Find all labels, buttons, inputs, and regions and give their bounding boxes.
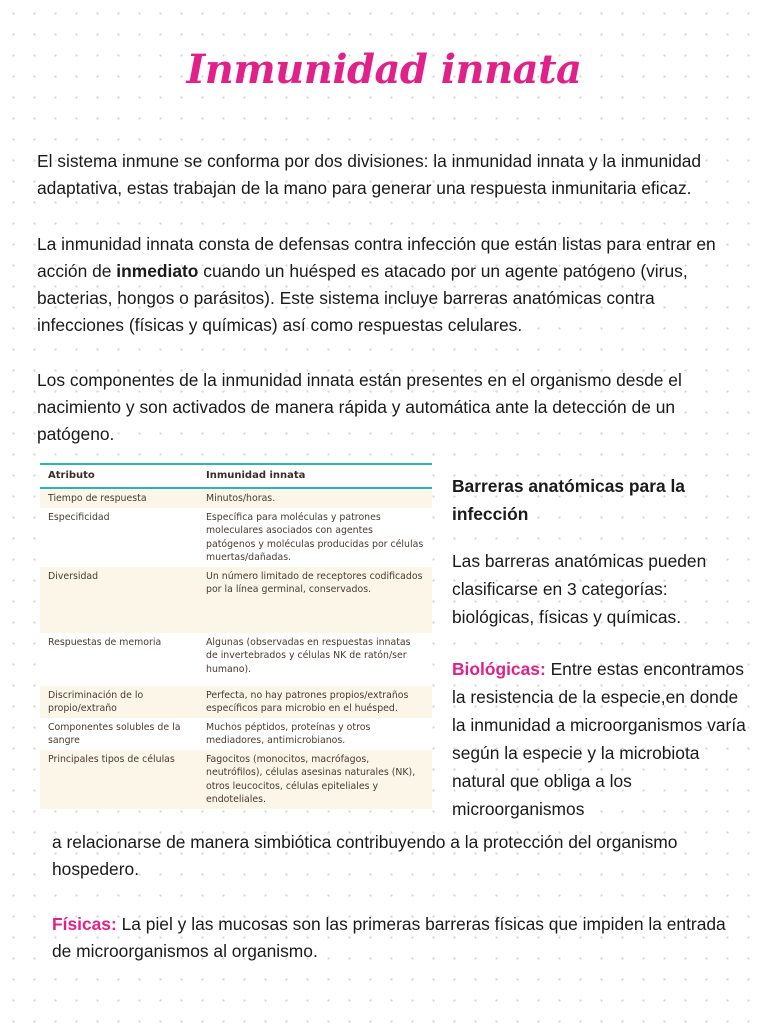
table-row [40, 488, 432, 508]
barriers-paragraph: Las barreras anatómicas pueden clasificarse en 3 categorías: biológicas, físicas y químicas. [452, 551, 707, 627]
intro-p2-start: La inmunidad innata consta de defensas contra infección que están listas para entrar en acción de [37, 234, 716, 281]
table-cell-value: Algunas (observadas en respuestas innatas de invertebrados y células NK de ratón/ser humano). [206, 636, 411, 675]
table-row [40, 718, 432, 750]
physical-label: Físicas: [52, 914, 117, 934]
page-title: Inmunidad innata [186, 46, 582, 93]
table-cell-attribute: Componentes solubles de la sangre [48, 721, 181, 746]
table-header-attribute: Atributo [40, 464, 198, 488]
table-row [40, 508, 432, 567]
bold-term: inmediato [116, 261, 199, 281]
table-cell-attribute: Diversidad [40, 567, 198, 633]
table-row [40, 750, 432, 809]
physical-text: La piel y las mucosas son las primeras barreras físicas que impiden la entrada de microorganismos al organismo. [52, 914, 726, 961]
table-header-innate: Inmunidad innata [198, 464, 432, 488]
biological-continuation: a relacionarse de manera simbiótica contribuyendo a la protección del organismo hospedero. [52, 832, 678, 879]
table-header-row [40, 464, 432, 488]
comparison-table [40, 463, 432, 809]
biological-label: Biológicas: [452, 659, 546, 679]
table-cell-attribute: Respuestas de memoria [48, 636, 162, 648]
table-cell-attribute: Discriminación de lo propio/extraño [40, 686, 198, 718]
table-cell-attribute: Especificidad [48, 511, 110, 523]
physical-paragraph [52, 911, 742, 965]
table-cell-value: Perfecta, no hay patrones propios/extraños específicos para microbio en el huésped. [198, 686, 432, 718]
intro-paragraph-2 [37, 231, 737, 339]
table-cell-value: Minutos/horas. [198, 488, 432, 508]
table-row [40, 567, 432, 633]
table-cell-attribute: Tiempo de respuesta [40, 488, 198, 508]
intro-p2-end: cuando un huésped es atacado por un agente patógeno (virus, bacterias, hongos o parásitos). Este sistema incluye barreras anatómicas contra infecciones (físicas y químicas) así como respuestas celulares. [37, 261, 688, 335]
table-row [40, 633, 432, 686]
biological-paragraph [452, 655, 752, 823]
table-cell-attribute: Principales tipos de células [40, 750, 198, 809]
intro-paragraph-3: Los componentes de la inmunidad innata están presentes en el organismo desde el nacimiento y son activados de manera rápida y automática ante la detección de un patógeno. [37, 370, 682, 444]
biological-text: Entre estas encontramos la resistencia de la especie,en donde la inmunidad a microorganismos varía según la especie y la microbiota natural que obliga a los microorganismos [452, 659, 746, 819]
intro-paragraph-1: El sistema inmune se conforma por dos divisiones: la inmunidad innata y la inmunidad adaptativa, estas trabajan de la mano para generar una respuesta inmunitaria eficaz. [37, 151, 702, 198]
table-cell-value: Específica para moléculas y patrones moleculares asociados con agentes patógenos y moléculas producidas por células muertas/dañadas. [206, 511, 424, 563]
section-heading-barriers: Barreras anatómicas para la infección [452, 476, 685, 524]
table-cell-value: Un número limitado de receptores codificados por la línea germinal, conservados. [198, 567, 432, 633]
table-row [40, 686, 432, 718]
table-cell-value: Muchos péptidos, proteínas y otros mediadores, antimicrobianos. [206, 721, 371, 746]
table-cell-value: Fagocitos (monocitos, macrófagos, neutrófilos), células asesinas naturales (NK), otros leucocitos, células epiteliales y endoteliales. [198, 750, 432, 809]
